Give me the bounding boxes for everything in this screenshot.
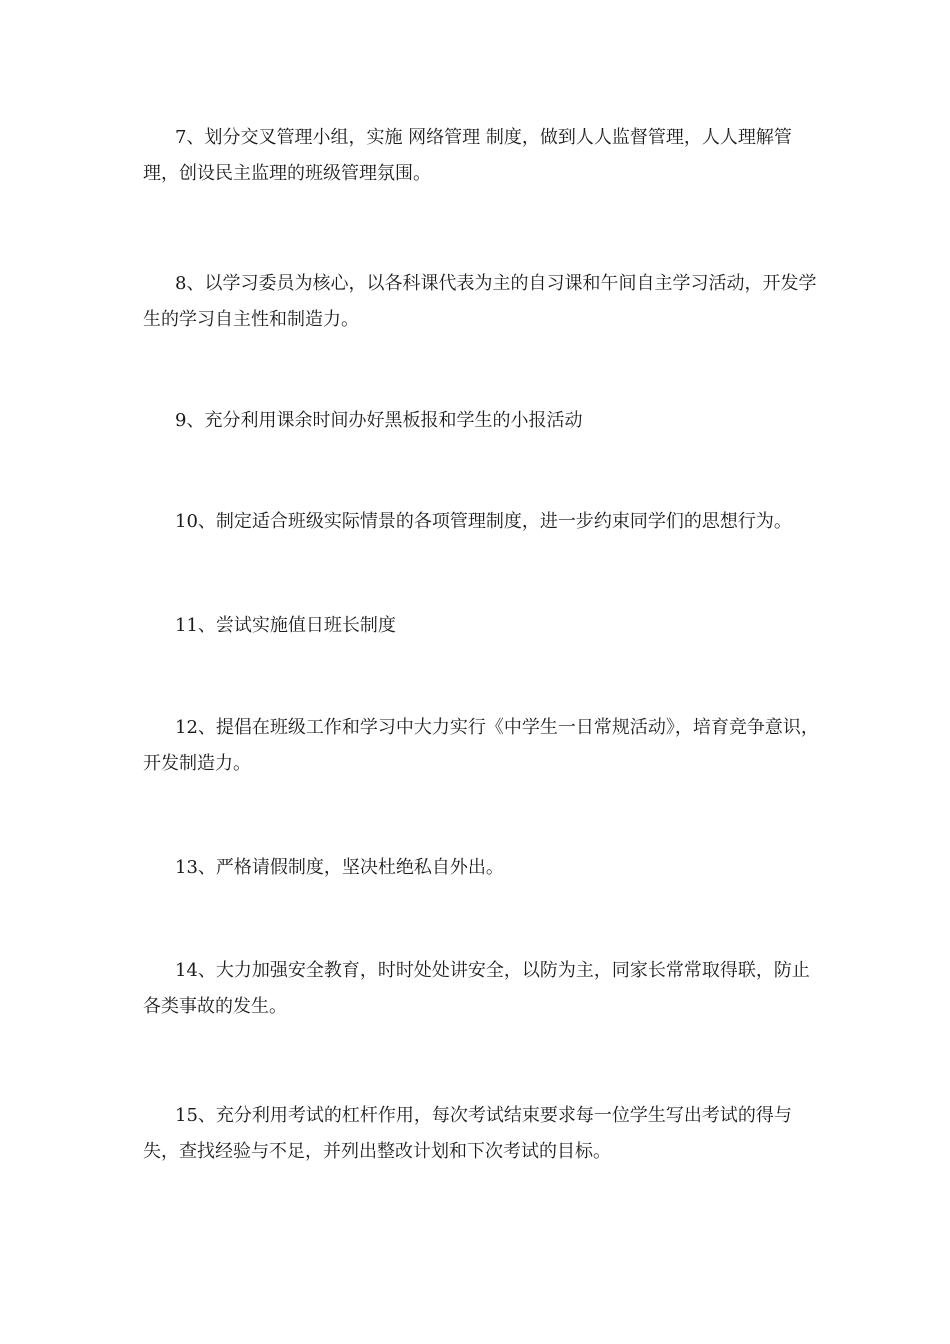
paragraph-item-10: 10、制定适合班级实际情景的各项管理制度，进一步约束同学们的思想行为。	[175, 511, 792, 532]
paragraph-item-15: 15、充分利用考试的杠杆作用，每次考试结束要求每一位学生写出考试的得与失，查找经验与不足，并列出整改计划和下次考试的目标。	[143, 1105, 792, 1162]
paragraph-item-12: 12、提倡在班级工作和学习中大力实行《中学生一日常规活动》，培育竞争意识，开发制造力。	[143, 717, 819, 774]
paragraph-item-13: 13、严格请假制度，坚决杜绝私自外出。	[175, 857, 504, 878]
paragraph-item-8: 8、以学习委员为核心，以各科课代表为主的自习课和午间自主学习活动，开发学生的学习自主性和制造力。	[143, 273, 817, 330]
paragraph-item-14: 14、大力加强安全教育，时时处处讲安全，以防为主，同家长常常取得联，防止各类事故的发生。	[143, 960, 810, 1017]
paragraph-item-11: 11、尝试实施值日班长制度	[175, 615, 396, 636]
paragraph-item-9: 9、充分利用课余时间办好黑板报和学生的小报活动	[175, 410, 583, 431]
paragraph-item-7: 7、划分交叉管理小组，实施 网络管理 制度，做到人人监督管理，人人理解管理，创设民主监理的班级管理氛围。	[143, 127, 792, 184]
